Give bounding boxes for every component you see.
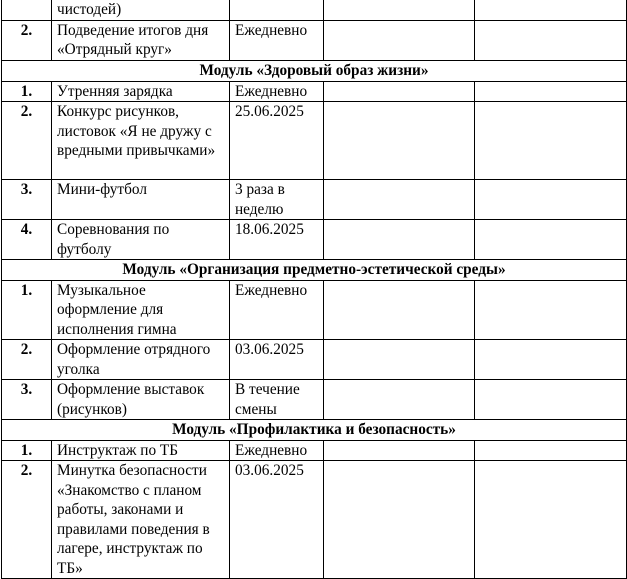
row-number: 2. [2, 20, 52, 60]
event-date: 18.06.2025 [230, 220, 324, 260]
empty-cell [324, 340, 475, 380]
empty-cell [324, 102, 475, 180]
module-header-row [2, 260, 627, 281]
empty-cell [324, 220, 475, 260]
empty-cell [324, 0, 475, 20]
empty-cell [475, 0, 627, 20]
row-number: 3. [2, 180, 52, 220]
event-date: В течение смены [230, 380, 324, 420]
empty-cell [475, 20, 627, 60]
event-name: чистодей) [52, 0, 230, 20]
module-header-row [2, 420, 627, 441]
event-date [230, 0, 324, 20]
row-number: 1. [2, 81, 52, 102]
event-name: Мини-футбол [52, 180, 230, 220]
table-row [2, 440, 627, 461]
event-date: Ежедневно [230, 440, 324, 461]
empty-cell [475, 340, 627, 380]
table-row [2, 461, 627, 579]
empty-cell [324, 440, 475, 461]
row-number: 1. [2, 440, 52, 461]
event-date: 03.06.2025 [230, 461, 324, 579]
empty-cell [475, 380, 627, 420]
empty-cell [475, 280, 627, 340]
table-row [2, 340, 627, 380]
row-number: 1. [2, 280, 52, 340]
event-name: Утренняя зарядка [52, 81, 230, 102]
empty-cell [324, 81, 475, 102]
event-date: Ежедневно [230, 81, 324, 102]
event-name: Соревнования по футболу [52, 220, 230, 260]
empty-cell [324, 180, 475, 220]
empty-cell [475, 461, 627, 579]
event-name: Конкурс рисунков, листовок «Я не дружу с вредными привычками» [52, 102, 230, 180]
table-row [2, 20, 627, 60]
empty-cell [475, 180, 627, 220]
row-number: 2. [2, 340, 52, 380]
module-header-row [2, 60, 627, 81]
event-date: Ежедневно [230, 20, 324, 60]
event-date: 03.06.2025 [230, 340, 324, 380]
empty-cell [324, 380, 475, 420]
table-row [2, 220, 627, 260]
table-row [2, 0, 627, 20]
empty-cell [324, 461, 475, 579]
table-row [2, 180, 627, 220]
module-title: Модуль «Организация предметно-эстетической среды» [2, 260, 627, 281]
empty-cell [475, 440, 627, 461]
event-date: Ежедневно [230, 280, 324, 340]
event-name: Музыкальное оформление для исполнения гимна [52, 280, 230, 340]
event-name: Подведение итогов дня «Отрядный круг» [52, 20, 230, 60]
row-number: 4. [2, 220, 52, 260]
table-row [2, 102, 627, 180]
event-name: Минутка безопасности «Знакомство с планом работы, законами и правилами поведения в лагере, инструктаж по ТБ» [52, 461, 230, 579]
empty-cell [324, 280, 475, 340]
empty-cell [475, 81, 627, 102]
table-row [2, 380, 627, 420]
table-row [2, 280, 627, 340]
event-name: Инструктаж по ТБ [52, 440, 230, 461]
table-row [2, 81, 627, 102]
empty-cell [324, 20, 475, 60]
module-title: Модуль «Профилактика и безопасность» [2, 420, 627, 441]
row-number: 3. [2, 380, 52, 420]
event-date: 3 раза в неделю [230, 180, 324, 220]
module-title: Модуль «Здоровый образ жизни» [2, 60, 627, 81]
event-name: Оформление отрядного уголка [52, 340, 230, 380]
empty-cell [475, 220, 627, 260]
row-number: 2. [2, 461, 52, 579]
event-name: Оформление выставок (рисунков) [52, 380, 230, 420]
event-plan-table [1, 0, 627, 579]
empty-cell [475, 102, 627, 180]
event-date: 25.06.2025 [230, 102, 324, 180]
row-number [2, 0, 52, 20]
row-number: 2. [2, 102, 52, 180]
